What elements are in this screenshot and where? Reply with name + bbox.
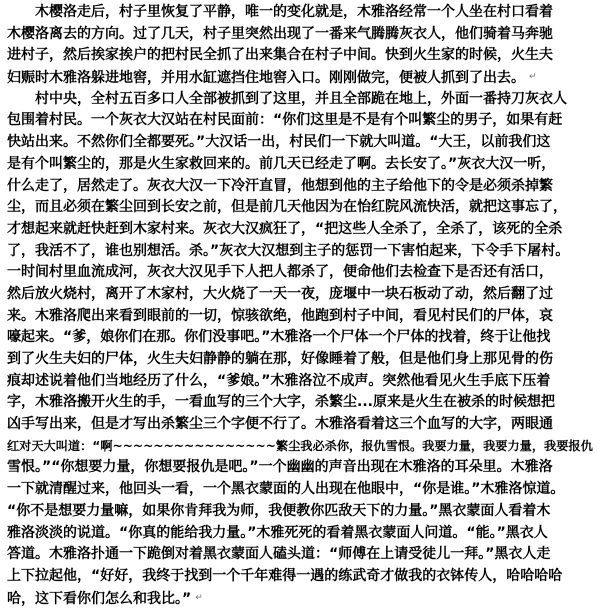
text-line-content: 妇赈时木雅洛躲进地窖，并用水缸遮挡住地窖入口。刚刚做完，便被人抓到了出去。: [7, 69, 525, 86]
text-line: 才想起来就赶快赶到木家村来。灰衣大汉疯狂了，“把这些人全杀了，全杀了，该死的全杀: [7, 220, 563, 237]
text-line: 什么走了，居然走了。灰衣大汉一下冷汗直冒，他想到他的主子给他下的令是必须杀掉繁: [7, 177, 553, 194]
text-line-content: 哈，这下看你们怎么和我比。”: [7, 590, 192, 607]
text-line: 然后放火烧村，离开了木家村，大火烧了一天一夜，庞堰中一块石板动了动，然后翻了过: [7, 285, 553, 302]
text-line: 木樱洛走后，村子里恢复了平静，唯一的变化就是，木雅洛经常一个人坐在村口看着: [35, 4, 553, 20]
text-line: 来。木雅洛爬出来看到眼前的一切，惊骇欲绝，他跑到村子中间，看见村民们的尸体，哀: [7, 307, 553, 324]
text-line-last: [7, 67, 596, 89]
paragraph-mark-icon: ↵: [195, 592, 203, 603]
text-line: 一下就清醒过来，他回头一看，一个黑衣蒙面的人出现在他眼中，“你是谁。”木雅洛惊道。: [7, 481, 565, 498]
text-line: “你不是想要力量嘛，如果你肯拜我为师，我便教你匹敌天下的力量。”黑衣蒙面人看着木: [7, 502, 551, 519]
text-line: 雅洛淡淡的说道。“你真的能给我力量。”木雅死死的看着黑衣蒙面人问道。“能。”黑衣人: [7, 524, 548, 541]
text-line: 字，木雅洛搬开火生的手，一看血写的三个大字，杀繁尘...原来是火生在被杀的时候想把: [7, 394, 555, 411]
text-line: 雪恨。”“你想要力量，你想要报仇是吧。”一个幽幽的声音出现在木雅洛的耳朵里。木雅洛: [7, 459, 553, 476]
text-line: 快站出来。不然你们全都要死。”大汉话一出，村民们一下就大叫道。“大王，以前我们这: [7, 134, 551, 151]
paragraph: [7, 2, 596, 89]
text-line: 凶手写出来，但是才写出杀繁尘三个字便不行了。木雅洛看着这三个血写的大字，两眼通: [7, 416, 553, 433]
paragraph-mark-icon: ↵: [529, 72, 537, 83]
text-line-last: [7, 588, 596, 609]
paragraph: [7, 89, 596, 609]
text-line: 木樱洛离去的方向。过了几天，村子里突然出现了一番来气腾腾灰衣人，他们骑着马奔驰: [7, 25, 553, 42]
text-line: 进村子，然后挨家挨户的把村民全抓了出来集合在村子中间。快到火生家的时候，火生夫: [7, 47, 553, 64]
text-line: 村中央，全村五百多口人全部被抓到了这里，并且全部跪在地上，外面一番持刀灰衣人: [35, 90, 567, 107]
text-line: 红对天大叫道：“啊~~~~~~~~~~~~~~~~繁尘我必杀你，报仇雪恨。我要力量，我要力量，我要报仇: [7, 438, 593, 453]
text-line: 答道。木雅洛扑通一下跪倒对着黑衣蒙面人磕头道：“师傅在上请受徒儿一拜。”黑衣人走: [7, 546, 551, 563]
text-line: 到了火生夫妇的尸体，火生夫妇静静的躺在那，好像睡着了般，但是他们身上那见骨的伤: [7, 351, 553, 367]
text-line: 尘，而且必须在繁尘回到长安之前，但是前几天他因为在怡红院风流快活，就把这事忘了，: [7, 199, 567, 216]
text-line: 包围着村民。一个灰衣大汉站在村民面前：“你们这里是不是有个叫繁尘的男子，如果有赶: [7, 112, 563, 129]
text-line: 痕却述说着他们当地经历了什么，“爹娘。”木雅洛泣不成声。突然他看见火生手底下压着: [7, 372, 551, 389]
text-line: 了，我活不了，谁也别想活。杀。”灰衣大汉想到主子的惩罚一下害怕起来，下令手下屠村。: [7, 242, 570, 259]
text-line: 一时间村里血流成河，灰衣大汉见手下人把人都杀了，便命他们去检查下是否还有活口，: [7, 264, 553, 281]
text-line: 嚎起来。“爹，娘你们在那。你们没事吧。”木雅洛一个尸体一个尸体的找着，终于让他找: [7, 329, 551, 346]
text-line: 是有个叫繁尘的，那是火生家救回来的。前几天已经走了啊。去长安了。”灰衣大汉一听，: [7, 155, 556, 172]
text-line: 上下拉起他，“好好，我终于找到一个千年难得一遇的练武奇才做我的衣钵传人，哈哈哈哈: [7, 567, 563, 584]
